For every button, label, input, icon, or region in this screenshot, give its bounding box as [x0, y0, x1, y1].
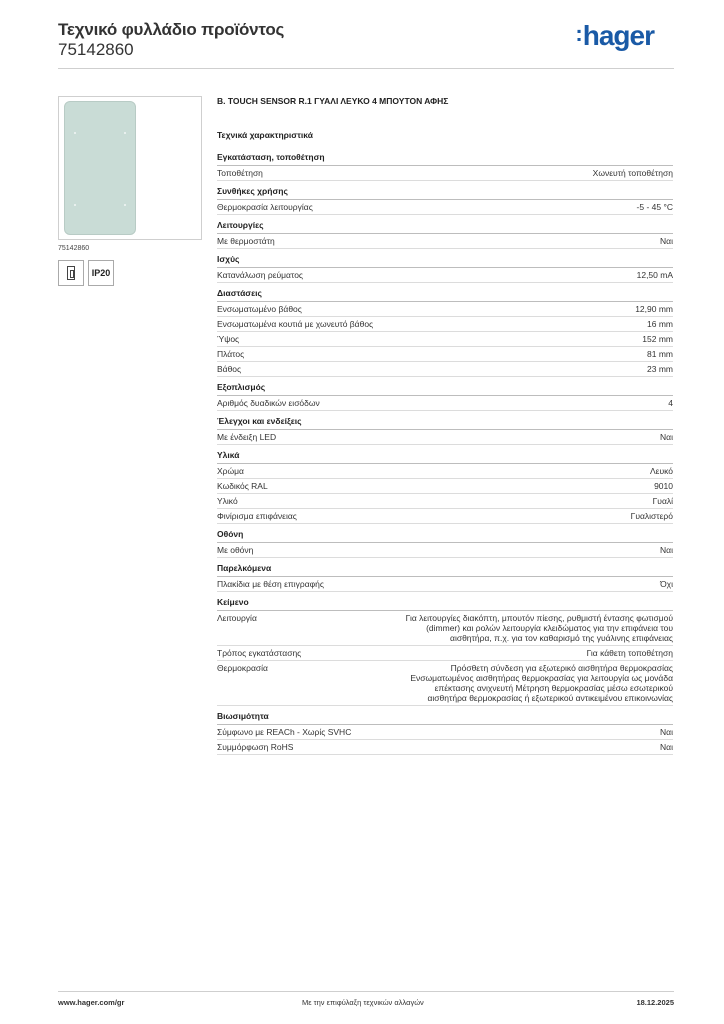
spec-value: Ναι	[660, 236, 673, 246]
header-divider	[58, 68, 674, 69]
spec-row	[217, 646, 673, 661]
section-title: Βιωσιμότητα	[217, 711, 673, 725]
specifications	[217, 96, 673, 760]
section-title: Παρελκόμενα	[217, 563, 673, 577]
spec-value: Χωνευτή τοποθέτηση	[592, 168, 673, 178]
product-image	[64, 101, 136, 235]
spec-label: Κωδικός RAL	[217, 481, 268, 491]
certification-icons	[58, 260, 202, 286]
spec-value: Ναι	[660, 545, 673, 555]
spec-section	[217, 450, 673, 524]
spec-row	[217, 302, 673, 317]
spec-label: Φινίρισμα επιφάνειας	[217, 511, 297, 521]
spec-label: Βάθος	[217, 364, 242, 374]
spec-row	[217, 347, 673, 362]
ip-rating-icon: IP20	[88, 260, 114, 286]
spec-value: Γυαλιστερό	[630, 511, 673, 521]
spec-value: Όχι	[660, 579, 673, 589]
section-title: Λειτουργίες	[217, 220, 673, 234]
spec-section	[217, 597, 673, 706]
spec-row	[217, 166, 673, 181]
spec-row	[217, 332, 673, 347]
spec-label: Με οθόνη	[217, 545, 254, 555]
spec-section	[217, 382, 673, 411]
spec-label: Ύψος	[217, 334, 240, 344]
footer-note: Με την επιφύλαξη τεχνικών αλλαγών	[302, 998, 424, 1007]
footer-url[interactable]: www.hager.com/gr	[58, 998, 125, 1007]
spec-row	[217, 268, 673, 283]
spec-value: Ναι	[660, 432, 673, 442]
spec-label: Χρώμα	[217, 466, 244, 476]
spec-value: Για λειτουργίες διακόπτη, μπουτόν πίεσης, ρυθμιστή έντασης φωτισμού (dimmer) και ρολών λειτουργία κλειδώματος για την επιφάνεια του αισθητήρα, π.χ. για τον καθαρισμό της γυάλινης επιφάνειας	[405, 613, 673, 643]
spec-section	[217, 529, 673, 558]
spec-section	[217, 220, 673, 249]
spec-label: Θερμοκρασία	[217, 663, 268, 673]
spec-row	[217, 200, 673, 215]
spec-value: 23 mm	[647, 364, 673, 374]
document-title: Τεχνικό φυλλάδιο προϊόντος	[58, 20, 285, 39]
hager-logo: :hager	[575, 20, 654, 51]
spec-value: 16 mm	[647, 319, 673, 329]
section-title: Εξοπλισμός	[217, 382, 673, 396]
spec-value: Γυαλί	[652, 496, 673, 506]
spec-section	[217, 416, 673, 445]
spec-label: Θερμοκρασία λειτουργίας	[217, 202, 313, 212]
spec-label: Τρόπος εγκατάστασης	[217, 648, 302, 658]
spec-row	[217, 611, 673, 646]
spec-value: 12,90 mm	[635, 304, 673, 314]
spec-value: 9010	[654, 481, 673, 491]
spec-row	[217, 362, 673, 377]
spec-row	[217, 234, 673, 249]
spec-label: Συμμόρφωση RoHS	[217, 742, 294, 752]
spec-section	[217, 152, 673, 181]
spec-value: 81 mm	[647, 349, 673, 359]
spec-label: Τοποθέτηση	[217, 168, 263, 178]
spec-label: Πλακίδια με θέση επιγραφής	[217, 579, 324, 589]
section-title: Εγκατάσταση, τοποθέτηση	[217, 152, 673, 166]
flush-mount-icon	[58, 260, 84, 286]
spec-value: Πρόσθετη σύνδεση για εξωτερικό αισθητήρα θερμοκρασίας Ενσωματωμένος αισθητήρας θερμοκρασίας για λειτουργία ως μονάδα επέκτασης ανιχνευτή Μέτρηση θερμοκρασίας μέσω εσωτερικού αισθητήρα θερμοκρασίας ή εξωτερικού αντικειμένου επικοινωνίας	[410, 663, 673, 703]
spec-label: Ενσωματωμένα κουτιά με χωνευτό βάθος	[217, 319, 374, 329]
spec-row	[217, 396, 673, 411]
spec-label: Σύμφωνο με REACh - Χωρίς SVHC	[217, 727, 352, 737]
spec-value: 12,50 mA	[636, 270, 673, 280]
product-code: 75142860	[58, 40, 134, 59]
section-title: Κείμενο	[217, 597, 673, 611]
spec-value: Για κάθετη τοποθέτηση	[586, 648, 673, 658]
spec-value: 152 mm	[642, 334, 673, 344]
spec-row	[217, 317, 673, 332]
spec-row	[217, 543, 673, 558]
spec-row	[217, 661, 673, 706]
section-title: Έλεγχοι και ενδείξεις	[217, 416, 673, 430]
product-image-frame	[58, 96, 202, 240]
footer-date: 18.12.2025	[636, 998, 674, 1007]
spec-row	[217, 725, 673, 740]
spec-row	[217, 430, 673, 445]
spec-label: Αριθμός δυαδικών εισόδων	[217, 398, 320, 408]
section-title: Συνθήκες χρήσης	[217, 186, 673, 200]
spec-section	[217, 254, 673, 283]
spec-label: Υλικό	[217, 496, 238, 506]
product-image-column	[58, 96, 202, 286]
page-header	[58, 20, 674, 68]
spec-section	[217, 711, 673, 755]
spec-label: Κατανάλωση ρεύματος	[217, 270, 304, 280]
spec-label: Με θερμοστάτη	[217, 236, 275, 246]
spec-row	[217, 464, 673, 479]
spec-row	[217, 494, 673, 509]
specs-heading: Τεχνικά χαρακτηριστικά	[217, 130, 313, 140]
spec-value: Λευκό	[650, 466, 673, 476]
spec-label: Με ένδειξη LED	[217, 432, 277, 442]
spec-value: Ναι	[660, 727, 673, 737]
spec-row	[217, 479, 673, 494]
spec-section	[217, 288, 673, 377]
spec-section	[217, 563, 673, 592]
spec-section	[217, 186, 673, 215]
spec-label: Ενσωματωμένο βάθος	[217, 304, 302, 314]
section-title: Διαστάσεις	[217, 288, 673, 302]
spec-row	[217, 740, 673, 755]
spec-value: -5 - 45 °C	[636, 202, 673, 212]
spec-label: Λειτουργία	[217, 613, 257, 623]
spec-value: Ναι	[660, 742, 673, 752]
section-title: Οθόνη	[217, 529, 673, 543]
footer-divider	[58, 991, 674, 992]
section-title: Ισχύς	[217, 254, 673, 268]
spec-label: Πλάτος	[217, 349, 245, 359]
spec-row	[217, 577, 673, 592]
spec-row	[217, 509, 673, 524]
image-caption-code: 75142860	[58, 245, 90, 252]
section-title: Υλικά	[217, 450, 673, 464]
spec-value: 4	[668, 398, 673, 408]
product-name: B. TOUCH SENSOR R.1 ΓΥΑΛΙ ΛΕΥΚΟ 4 ΜΠΟΥΤΟΝ ΑΦΗΣ	[217, 96, 449, 106]
